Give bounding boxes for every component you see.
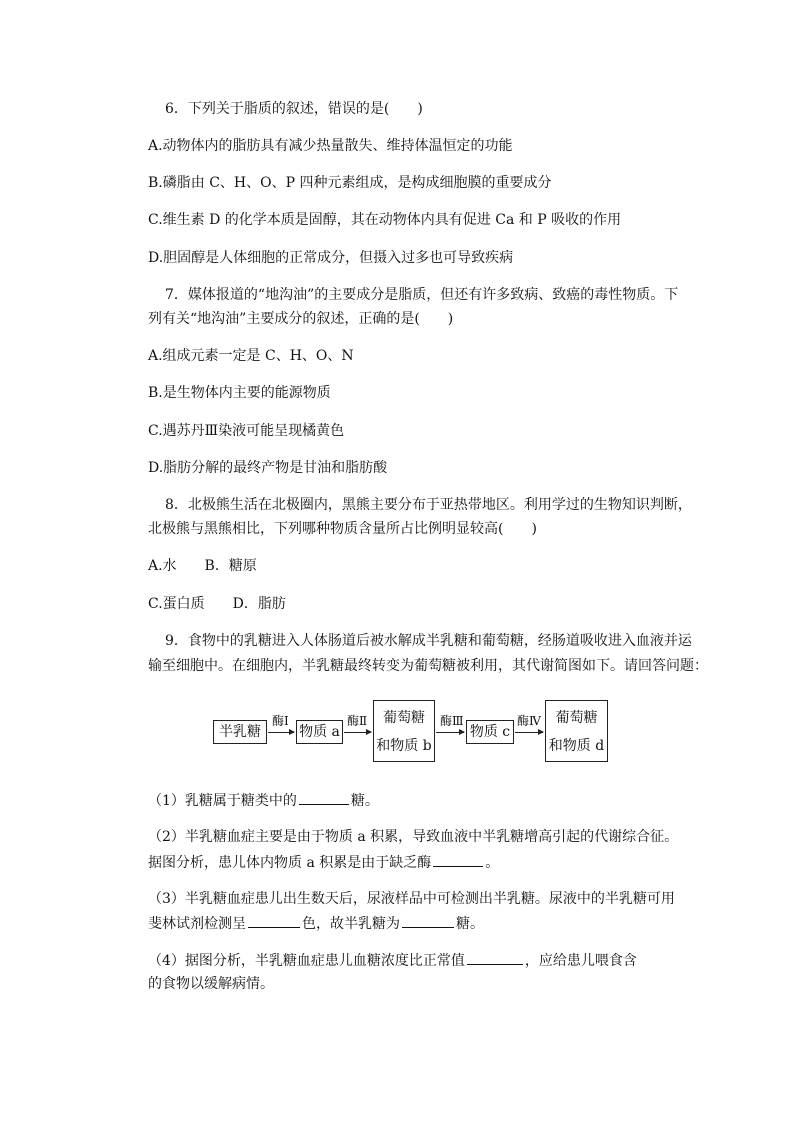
q9-sub1-text-a: （1）乳糖属于糖类中的 bbox=[148, 793, 297, 809]
diagram-enzyme-4: 酶Ⅳ bbox=[517, 714, 541, 728]
diagram-enzyme-2: 酶Ⅱ bbox=[347, 714, 368, 728]
q9-sub2-line1: （2）半乳糖血症主要是由于物质 a 积累，导致血液中半乳糖增高引起的代谢综合征。 bbox=[148, 829, 679, 845]
q9-sub2-line2 bbox=[148, 852, 499, 873]
q6-option-c: C.维生素 D 的化学本质是固醇，其在动物体内具有促进 Ca 和 P 吸收的作用 bbox=[148, 212, 622, 228]
q9-sub2-blank[interactable] bbox=[433, 852, 483, 867]
q9-sub3-line2 bbox=[148, 913, 484, 934]
q9-sub4-text-b: ，应给患儿喂食含 bbox=[524, 953, 637, 969]
q9-sub1-text-b: 糖。 bbox=[350, 793, 379, 809]
q9-sub1 bbox=[148, 790, 379, 811]
diagram-arrow-4 bbox=[515, 732, 543, 733]
q9-sub3-text-c: 糖。 bbox=[456, 916, 484, 932]
q9-sub1-blank[interactable] bbox=[299, 790, 349, 805]
q9-sub3-line1: （3）半乳糖血症患儿出生数天后，尿液样品中可检测出半乳糖。尿液中的半乳糖可用 bbox=[148, 891, 675, 907]
q6-option-b: B.磷脂由 C、H、O、P 四种元素组成，是构成细胞膜的重要成分 bbox=[148, 175, 552, 191]
q8-options-line1: A.水 B．糖原 bbox=[148, 558, 257, 574]
q9-sub3-text-b: 色，故半乳糖为 bbox=[302, 916, 400, 932]
diagram-arrow-1-final bbox=[268, 732, 294, 733]
q9-stem-line2: 输至细胞中。在细胞内，半乳糖最终转变为葡萄糖被利用，其代谢简图如下。请回答问题： bbox=[148, 658, 708, 674]
q9-sub4-line2: 的食物以缓解病情。 bbox=[148, 976, 274, 992]
q9-sub3-text-a: 斐林试剂检测呈 bbox=[148, 916, 246, 932]
q7-stem-line1: 7．媒体报道的“地沟油”的主要成分是脂质，但还有许多致病、致癌的毒性物质。下 bbox=[165, 287, 679, 303]
q8-options-line2: C.蛋白质 D．脂肪 bbox=[148, 596, 286, 612]
q9-sub4-text-a: （4）据图分析，半乳糖血症患儿血糖浓度比正常值 bbox=[148, 953, 465, 969]
diagram-node-substance-c: 物质 c bbox=[466, 720, 514, 744]
q9-sub4-line1 bbox=[148, 950, 637, 971]
diagram-node-substance-a: 物质 a bbox=[296, 720, 343, 744]
q8-stem-line1: 8．北极熊生活在北极圈内，黑熊主要分布于亚热带地区。利用学过的生物知识判断， bbox=[165, 497, 692, 513]
q9-sub2-text-a: 据图分析，患儿体内物质 a 积累是由于缺乏酶 bbox=[148, 855, 432, 871]
q7-option-d: D.脂肪分解的最终产物是甘油和脂肪酸 bbox=[148, 460, 388, 476]
q8-stem-line2: 北极熊与黑熊相比，下列哪种物质含量所占比例明显较高( ) bbox=[148, 521, 537, 537]
q6-option-a: A.动物体内的脂肪具有减少热量散失、维持体温恒定的功能 bbox=[148, 138, 513, 154]
q7-option-b: B.是生物体内主要的能源物质 bbox=[148, 385, 331, 401]
q7-stem-line2: 列有关“地沟油”主要成分的叙述，正确的是( ) bbox=[148, 311, 454, 327]
q7-option-a: A.组成元素一定是 C、H、O、N bbox=[148, 348, 354, 364]
diagram-enzyme-1-final: 酶Ⅰ bbox=[272, 714, 289, 728]
q6-stem: 6．下列关于脂质的叙述，错误的是( ) bbox=[165, 101, 423, 117]
diagram-node-glucose-b-line2: 和物质 b bbox=[376, 738, 432, 754]
diagram-node-glucose-d-line2: 和物质 d bbox=[548, 738, 605, 754]
diagram-node-glucose-d-line1: 葡萄糖 bbox=[555, 710, 598, 726]
q9-sub3-blank-1[interactable] bbox=[248, 913, 300, 928]
q7-option-c: C.遇苏丹Ⅲ染液可能呈现橘黄色 bbox=[148, 423, 345, 439]
diagram-node-galactose-final: 半乳糖 bbox=[213, 720, 267, 744]
q9-sub4-blank[interactable] bbox=[467, 950, 523, 965]
q9-sub2-text-b: 。 bbox=[485, 855, 500, 871]
q9-stem-line1: 9．食物中的乳糖进入人体肠道后被水解成半乳糖和葡萄糖，经肠道吸收进入血液并运 bbox=[165, 633, 692, 649]
q9-sub3-blank-2[interactable] bbox=[402, 913, 454, 928]
diagram-node-glucose-b bbox=[373, 700, 435, 762]
diagram-enzyme-3: 酶Ⅲ bbox=[440, 714, 464, 728]
q6-option-d: D.胆固醇是人体细胞的正常成分，但摄入过多也可导致疾病 bbox=[148, 250, 514, 266]
diagram-node-glucose-b-line1: 葡萄糖 bbox=[383, 710, 425, 726]
diagram-arrow-2 bbox=[344, 732, 371, 733]
diagram-arrow-3 bbox=[436, 732, 464, 733]
diagram-node-glucose-d bbox=[545, 700, 608, 762]
